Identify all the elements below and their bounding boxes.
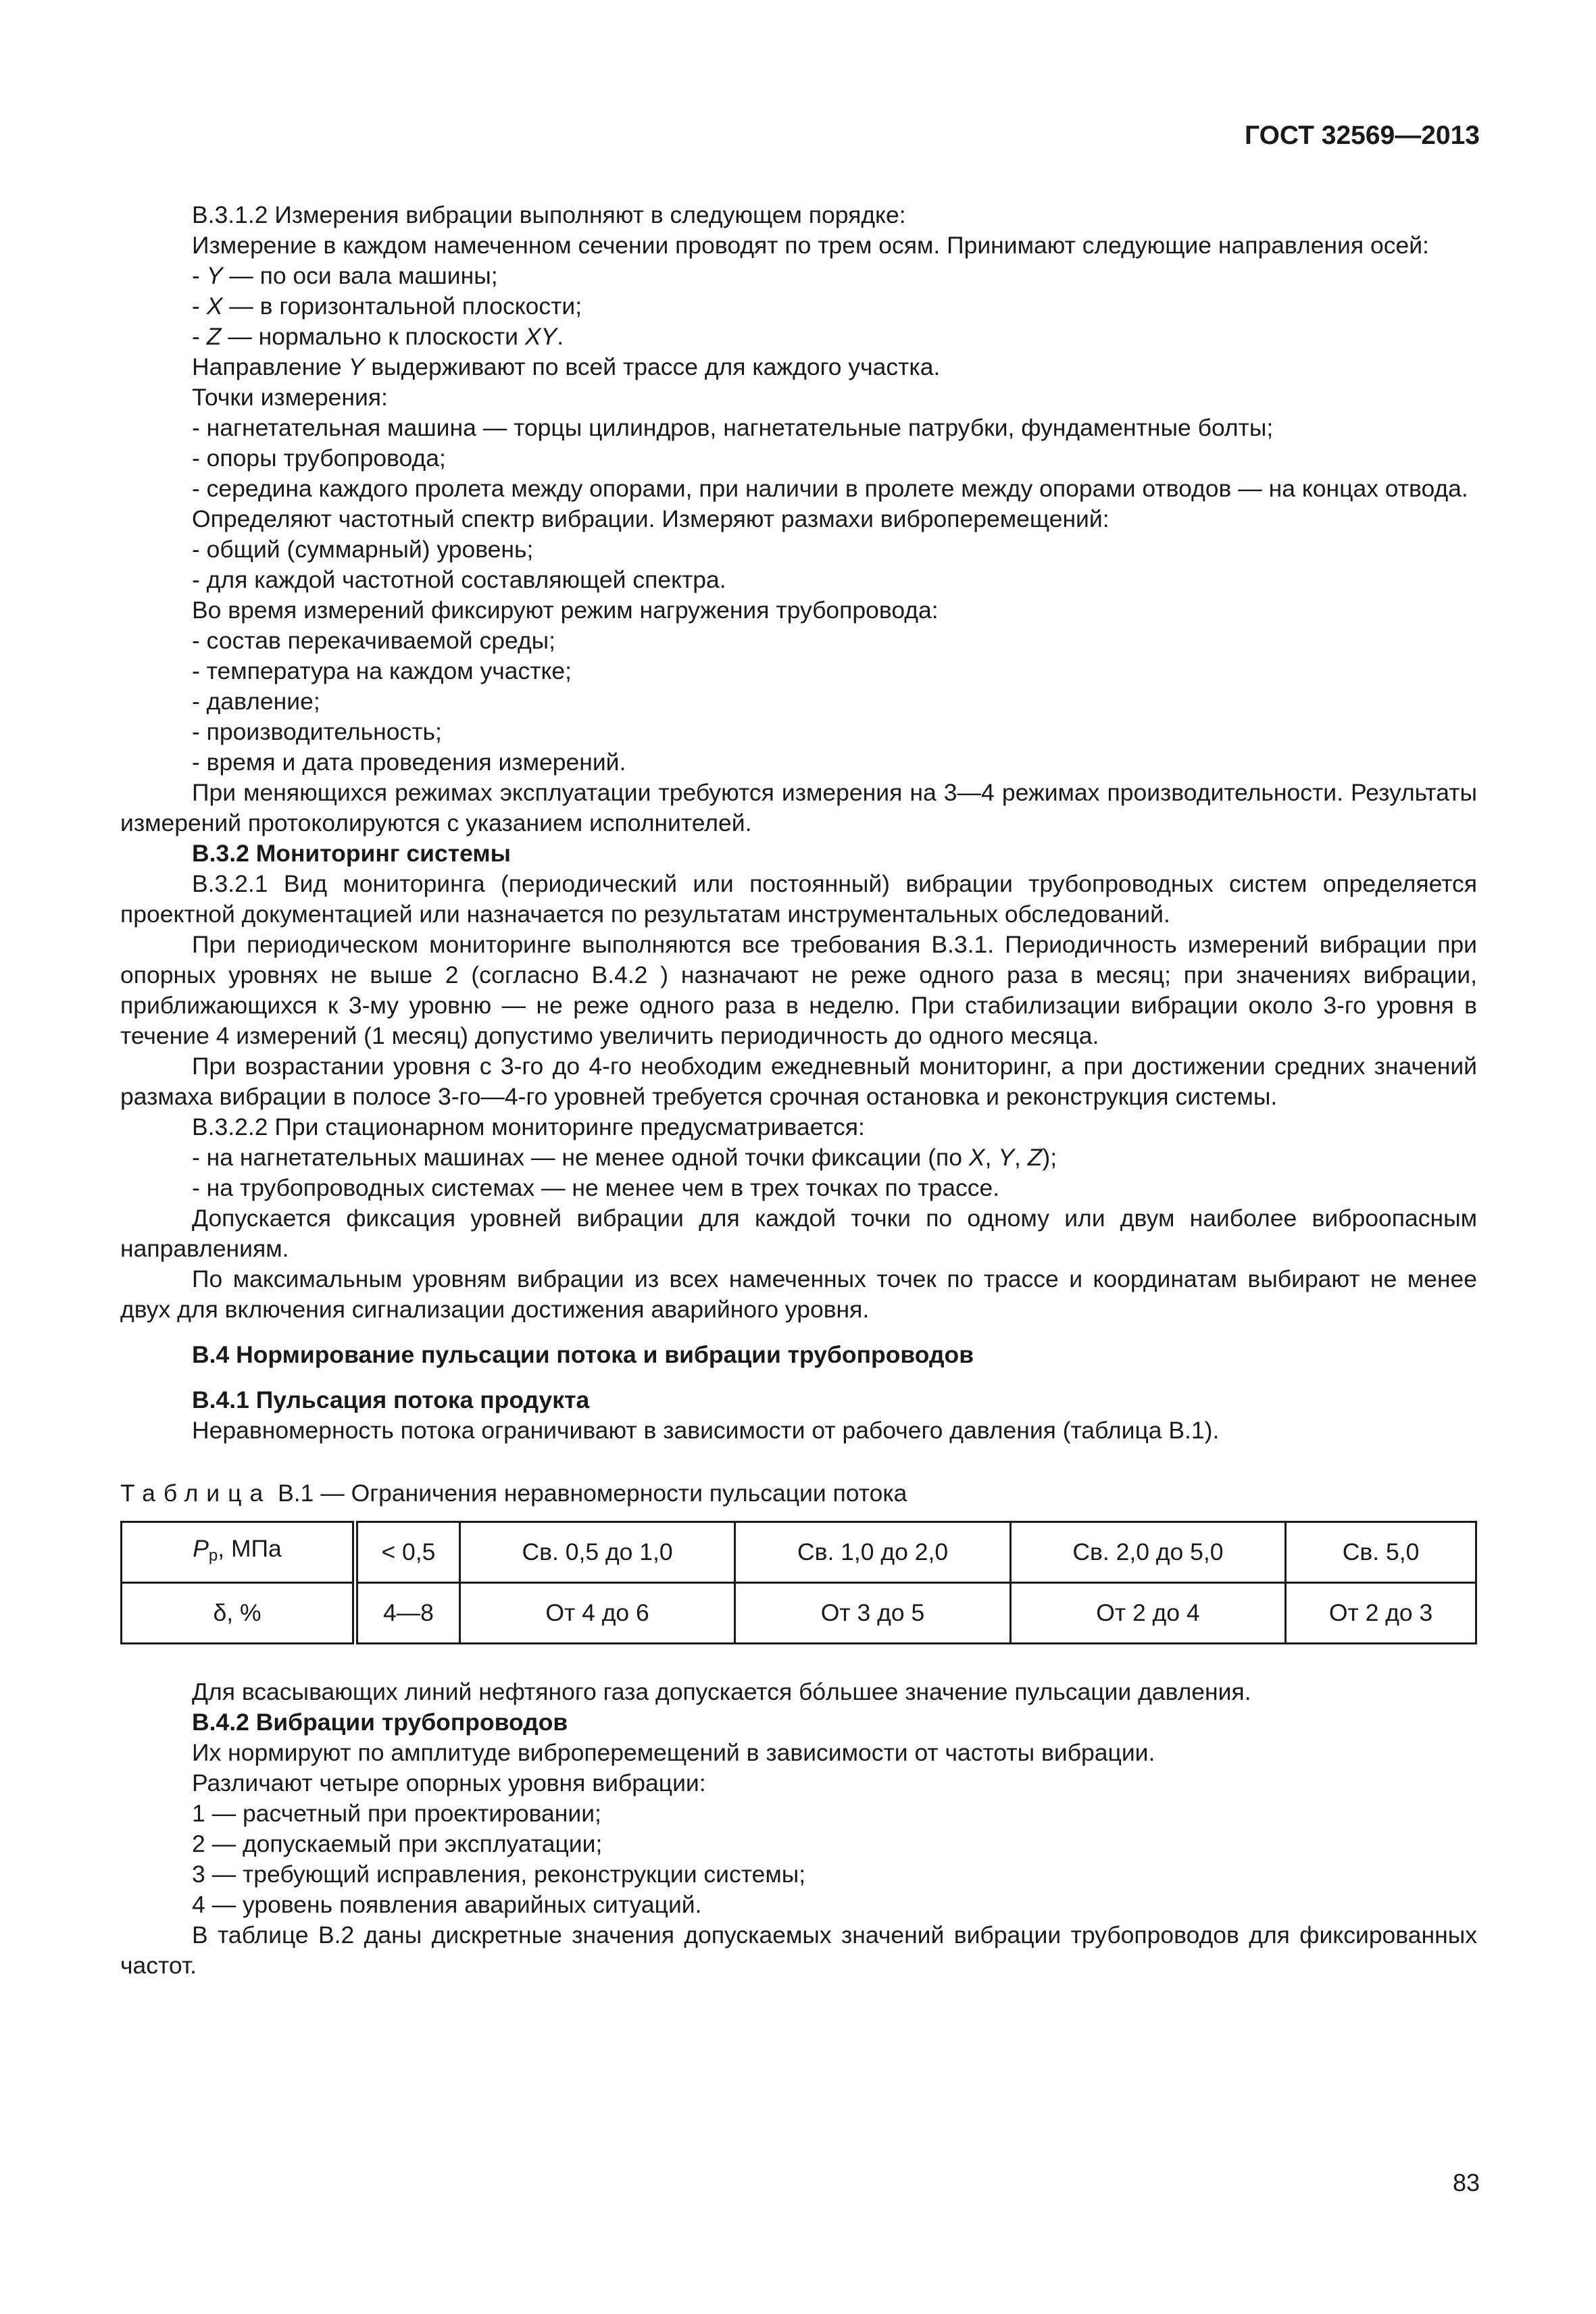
- paragraph-spectrum: Определяют частотный спектр вибрации. Измеряют размахи виброперемещений:: [192, 505, 1109, 532]
- list-item-point-long: - середина каждого пролета между опорами, при наличии в пролете между опорами отводов — на концах отвода.: [192, 475, 1468, 502]
- paragraph-mode-title: Во время измерений фиксируют режим нагружения трубопровода:: [192, 597, 939, 624]
- paragraph-note-gas: Для всасывающих линий нефтяного газа допускается бóльшее значение пульсации давления.: [192, 1678, 1251, 1705]
- document-standard-id: ГОСТ 32569—2013: [1245, 121, 1480, 150]
- list-item-level: 2 — допускаемый при эксплуатации;: [192, 1830, 603, 1857]
- pulsation-limits-table: [120, 1521, 1477, 1644]
- list-item-axis-y: - Y — по оси вала машины;: [192, 262, 498, 289]
- spacer: [120, 1370, 1477, 1385]
- page-number: 83: [1452, 2169, 1480, 2196]
- paragraph-b312-intro: В.3.1.2 Измерения вибрации выполняют в следующем порядке:: [192, 201, 906, 228]
- list-item-mode: - температура на каждом участке;: [192, 657, 572, 684]
- list-item-mode: - давление;: [192, 688, 320, 715]
- spacer: [120, 1446, 1477, 1478]
- list-item-point: - опоры трубопровода;: [192, 445, 446, 472]
- heading-b32: В.3.2 Мониторинг системы: [192, 840, 511, 867]
- paragraph-b321: В.3.2.1 Вид мониторинга (периодический или постоянный) вибрации трубопроводных систем определяется проектной документацией или назначается по результатам инструментальных обследований.: [120, 870, 1477, 928]
- list-item-level: 4 — уровень появления аварийных ситуаций.: [192, 1891, 702, 1918]
- list-item-mode: - производительность;: [192, 718, 442, 745]
- table-cell: От 2 до 4: [1010, 1583, 1285, 1644]
- list-item-level: 3 — требующий исправления, реконструкции системы;: [192, 1861, 806, 1888]
- list-item-level: 1 — расчетный при проектировании;: [192, 1800, 601, 1827]
- heading-b41: В.4.1 Пульсация потока продукта: [192, 1386, 590, 1413]
- table-cell: Св. 2,0 до 5,0: [1010, 1522, 1285, 1583]
- list-item-spectrum: - общий (суммарный) уровень;: [192, 536, 534, 563]
- list-item-point: - нагнетательная машина — торцы цилиндров, нагнетательные патрубки, фундаментные болты;: [192, 414, 1274, 441]
- paragraph-table-b2-ref: В таблице В.2 даны дискретные значения допускаемых значений вибрации трубопроводов для фиксированных частот.: [120, 1921, 1477, 1979]
- table-cell: Св. 1,0 до 2,0: [735, 1522, 1010, 1583]
- heading-b4: В.4 Нормирование пульсации потока и вибрации трубопроводов: [192, 1341, 974, 1368]
- list-item-axis-z: - Z — нормально к плоскости XY.: [192, 323, 564, 350]
- paragraph-points-title: Точки измерения:: [192, 384, 388, 411]
- list-item-mode: - время и дата проведения измерений.: [192, 749, 626, 776]
- paragraph-alarm: По максимальным уровням вибрации из всех намеченных точек по трассе и координатам выбирают не менее двух для включения сигнализации достижения аварийного уровня.: [120, 1265, 1477, 1323]
- list-item-spectrum: - для каждой частотной составляющей спектра.: [192, 566, 726, 593]
- list-item-stationary: - на нагнетательных машинах — не менее одной точки фиксации (по X, Y, Z);: [192, 1144, 1057, 1171]
- paragraph-b322: В.3.2.2 При стационарном мониторинге предусматривается:: [192, 1113, 865, 1140]
- page-content: [120, 200, 1477, 1981]
- paragraph-fixation: Допускается фиксация уровней вибрации для каждой точки по одному или двум наиболее виброопасным направлениям.: [120, 1205, 1477, 1262]
- table-cell: Св. 0,5 до 1,0: [459, 1522, 734, 1583]
- table-cell: От 3 до 5: [735, 1583, 1010, 1644]
- paragraph-axes-intro: Измерение в каждом намеченном сечении проводят по трем осям. Принимают следующие направления осей:: [192, 232, 1429, 259]
- table-cell: < 0,5: [355, 1522, 460, 1583]
- paragraph-b42-levels: Различают четыре опорных уровня вибрации:: [192, 1769, 706, 1796]
- table-cell: От 4 до 6: [459, 1583, 734, 1644]
- table-cell: Св. 5,0: [1286, 1522, 1476, 1583]
- paragraph-changing-modes: При меняющихся режимах эксплуатации требуются измерения на 3—4 режимах производительности. Результаты измерений протоколируются с указанием исполнителей.: [120, 779, 1477, 836]
- paragraph-periodic: При периодическом мониторинге выполняются все требования В.3.1. Периодичность измерений вибрации при опорных уровнях не выше 2 (согласно В.4.2 ) назначают не реже одного раза в месяц; при значениях вибрации, приближающихся к 3-му уровню — не реже одного раза в неделю. При стабилизации вибрации около 3-го уровня в течение 4 измерений (1 месяц) допустимо увеличить периодичность до одного месяца.: [120, 931, 1477, 1049]
- table-cell: От 2 до 3: [1286, 1583, 1476, 1644]
- table-row: [122, 1583, 1476, 1644]
- table-row-label-delta: δ, %: [122, 1583, 355, 1644]
- list-item-stationary: - на трубопроводных системах — не менее чем в трех точках по трассе.: [192, 1174, 1000, 1201]
- list-item-axis-x: - X — в горизонтальной плоскости;: [192, 293, 582, 320]
- table-cell: 4—8: [355, 1583, 460, 1644]
- table-caption: Таблица В.1 — Ограничения неравномерности пульсации потока: [120, 1480, 907, 1507]
- table-row-label-pressure: $P_р$, МПа: [122, 1522, 355, 1583]
- paragraph-increase: При возрастании уровня с 3-го до 4-го необходим ежедневный мониторинг, а при достижении средних значений размаха вибрации в полосе 3-го—4-го уровней требуется срочная остановка и реконструкция системы.: [120, 1053, 1477, 1110]
- table-row: [122, 1522, 1476, 1583]
- spacer: [120, 1644, 1477, 1677]
- paragraph-direction: Направление Y выдерживают по всей трассе для каждого участка.: [192, 353, 941, 380]
- paragraph-b42-norm: Их нормируют по амплитуде виброперемещений в зависимости от частоты вибрации.: [192, 1739, 1155, 1766]
- list-item-mode: - состав перекачиваемой среды;: [192, 627, 556, 654]
- spacer: [120, 1325, 1477, 1340]
- paragraph-b41: Неравномерность потока ограничивают в зависимости от рабочего давления (таблица В.1).: [192, 1417, 1220, 1444]
- heading-b42: В.4.2 Вибрации трубопроводов: [192, 1709, 568, 1736]
